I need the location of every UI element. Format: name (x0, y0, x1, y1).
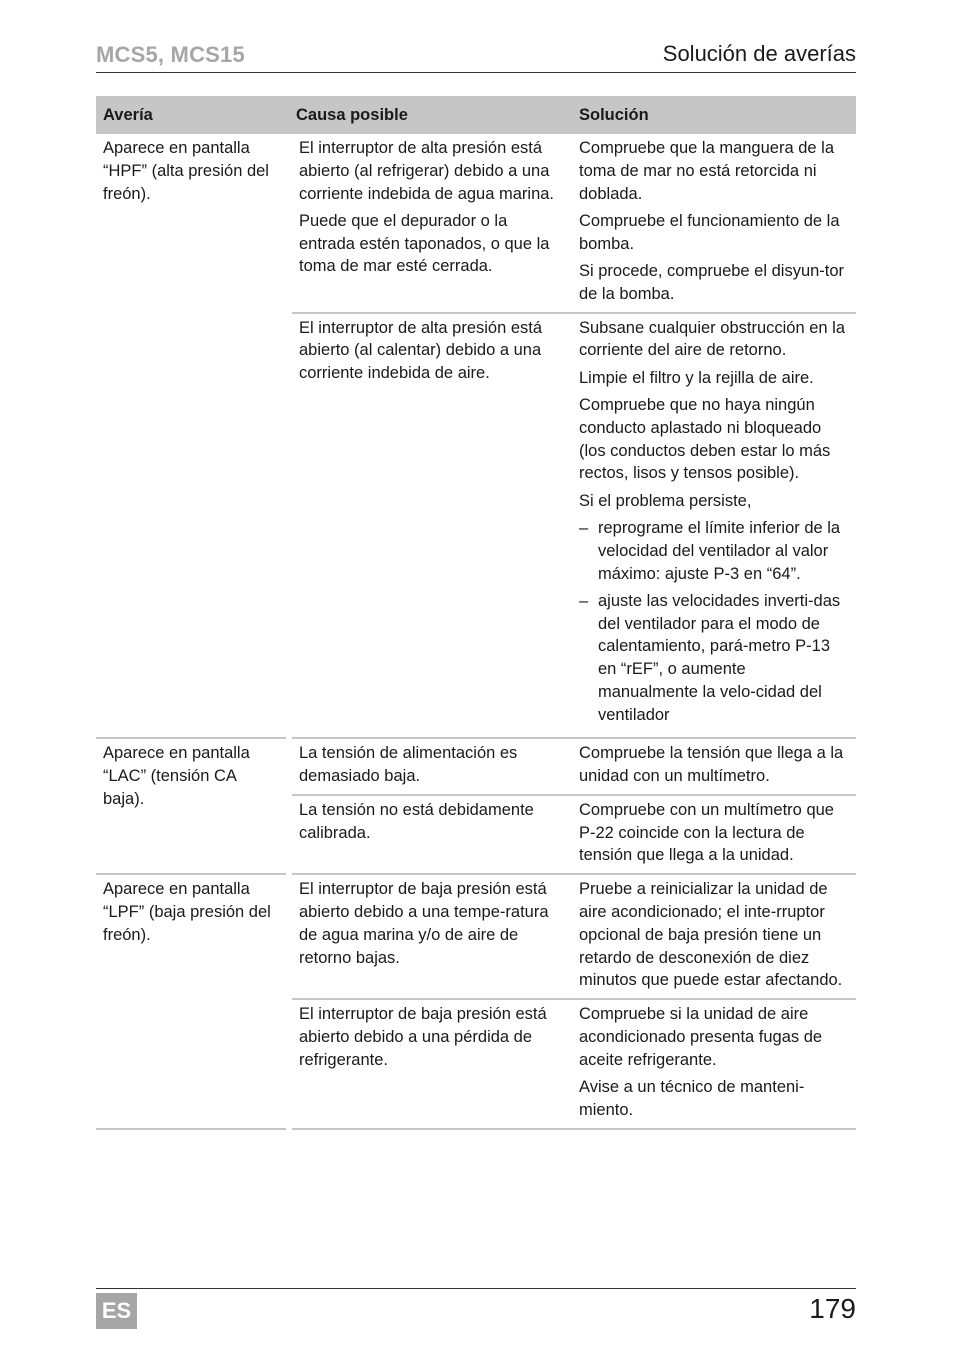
solution-paragraph: Compruebe que no haya ningún conducto aplastado ni bloqueado (los conductos deben estar lo más rectos, lisos y tensos posible). (579, 395, 831, 483)
solution-dash-item (579, 517, 849, 585)
dash-text: reprograme el límite inferior de la velocidad del ventilador al valor máximo: ajuste P-3 en “64”. (598, 518, 841, 583)
column-header-fault: Avería (96, 96, 289, 134)
page-footer (96, 1288, 856, 1331)
solution-paragraph: Si el problema persiste, (579, 491, 752, 510)
solution-paragraph: Pruebe a reinicializar la unidad de aire acondicionado; el inte-rruptor opcional de baja presión tiene un retardo de desconexión de diez minutos que puede estar afectando. (579, 880, 843, 990)
solution-cell (572, 313, 856, 739)
cause-cell (289, 134, 572, 313)
solution-dash-item (579, 590, 849, 727)
solution-paragraph: Compruebe el funcionamiento de la bomba. (579, 211, 840, 253)
cause-paragraph: Puede que el depurador o la entrada estén taponados, o que la toma de mar esté cerrada. (299, 211, 550, 276)
cause-cell (289, 313, 572, 739)
table-header-row (96, 96, 856, 134)
cause-paragraph: La tensión no está debidamente calibrada. (299, 800, 534, 842)
dash-marker: – (579, 518, 589, 537)
cause-paragraph: El interruptor de baja presión está abierto debido a una pérdida de refrigerante. (299, 1005, 547, 1069)
troubleshooting-table (96, 96, 856, 1130)
solution-cell (572, 134, 856, 313)
solution-paragraph: Compruebe la tensión que llega a la unidad con un multímetro. (579, 744, 844, 785)
solution-paragraph: Compruebe que la manguera de la toma de mar no está retorcida ni doblada. (579, 139, 835, 203)
dash-marker: – (579, 591, 589, 610)
column-header-cause: Causa posible (289, 96, 572, 134)
cause-paragraph: El interruptor de baja presión está abierto debido a una tempe-ratura de agua marina y/o de aire de retorno bajas. (299, 880, 549, 967)
solution-paragraph: Avise a un técnico de manteni-miento. (579, 1077, 805, 1119)
fault-cell: Aparece en pantalla “HPF” (alta presión del freón). (96, 134, 289, 738)
fault-cell: Aparece en pantalla “LAC” (tensión CA baja). (96, 738, 289, 874)
solution-paragraph: Compruebe con un multímetro que P-22 coincide con la lectura de tensión que llega a la unidad. (579, 800, 834, 865)
table-row (96, 738, 856, 795)
column-header-solution: Solución (572, 96, 856, 134)
model-name: MCS5, MCS15 (96, 42, 245, 67)
solution-cell (572, 999, 856, 1128)
solution-paragraph: Limpie el filtro y la rejilla de aire. (579, 368, 814, 387)
fault-cell: Aparece en pantalla “LPF” (baja presión del freón). (96, 874, 289, 1128)
cause-cell (289, 999, 572, 1128)
solution-paragraph: Compruebe si la unidad de aire acondicionado presenta fugas de aceite refrigerante. (579, 1005, 823, 1069)
cause-cell (289, 795, 572, 874)
page-number: 179 (809, 1293, 856, 1324)
section-title: Solución de averías (662, 41, 856, 66)
table-row (96, 874, 856, 999)
dash-text: ajuste las velocidades inverti-das del ventilador para el modo de calentamiento, pará-metro P-13 en “rEF”, o aumente manualmente la velo-cidad del ventilador (598, 591, 841, 724)
language-badge: ES (96, 1293, 137, 1329)
cause-paragraph: La tensión de alimentación es demasiado baja. (299, 744, 518, 785)
cause-paragraph: El interruptor de alta presión está abierto (al calentar) debido a una corriente indebida de aire. (299, 318, 543, 383)
page-header (96, 40, 856, 73)
cause-cell (289, 738, 572, 795)
solution-paragraph: Si procede, compruebe el disyun-tor de la bomba. (579, 261, 845, 303)
table-row (96, 134, 856, 313)
cause-cell (289, 874, 572, 999)
cause-paragraph: El interruptor de alta presión está abierto (al refrigerar) debido a una corriente indebida de agua marina. (299, 139, 555, 203)
solution-paragraph: Subsane cualquier obstrucción en la corriente del aire de retorno. (579, 318, 846, 360)
solution-cell (572, 795, 856, 874)
solution-cell (572, 738, 856, 795)
solution-cell (572, 874, 856, 999)
